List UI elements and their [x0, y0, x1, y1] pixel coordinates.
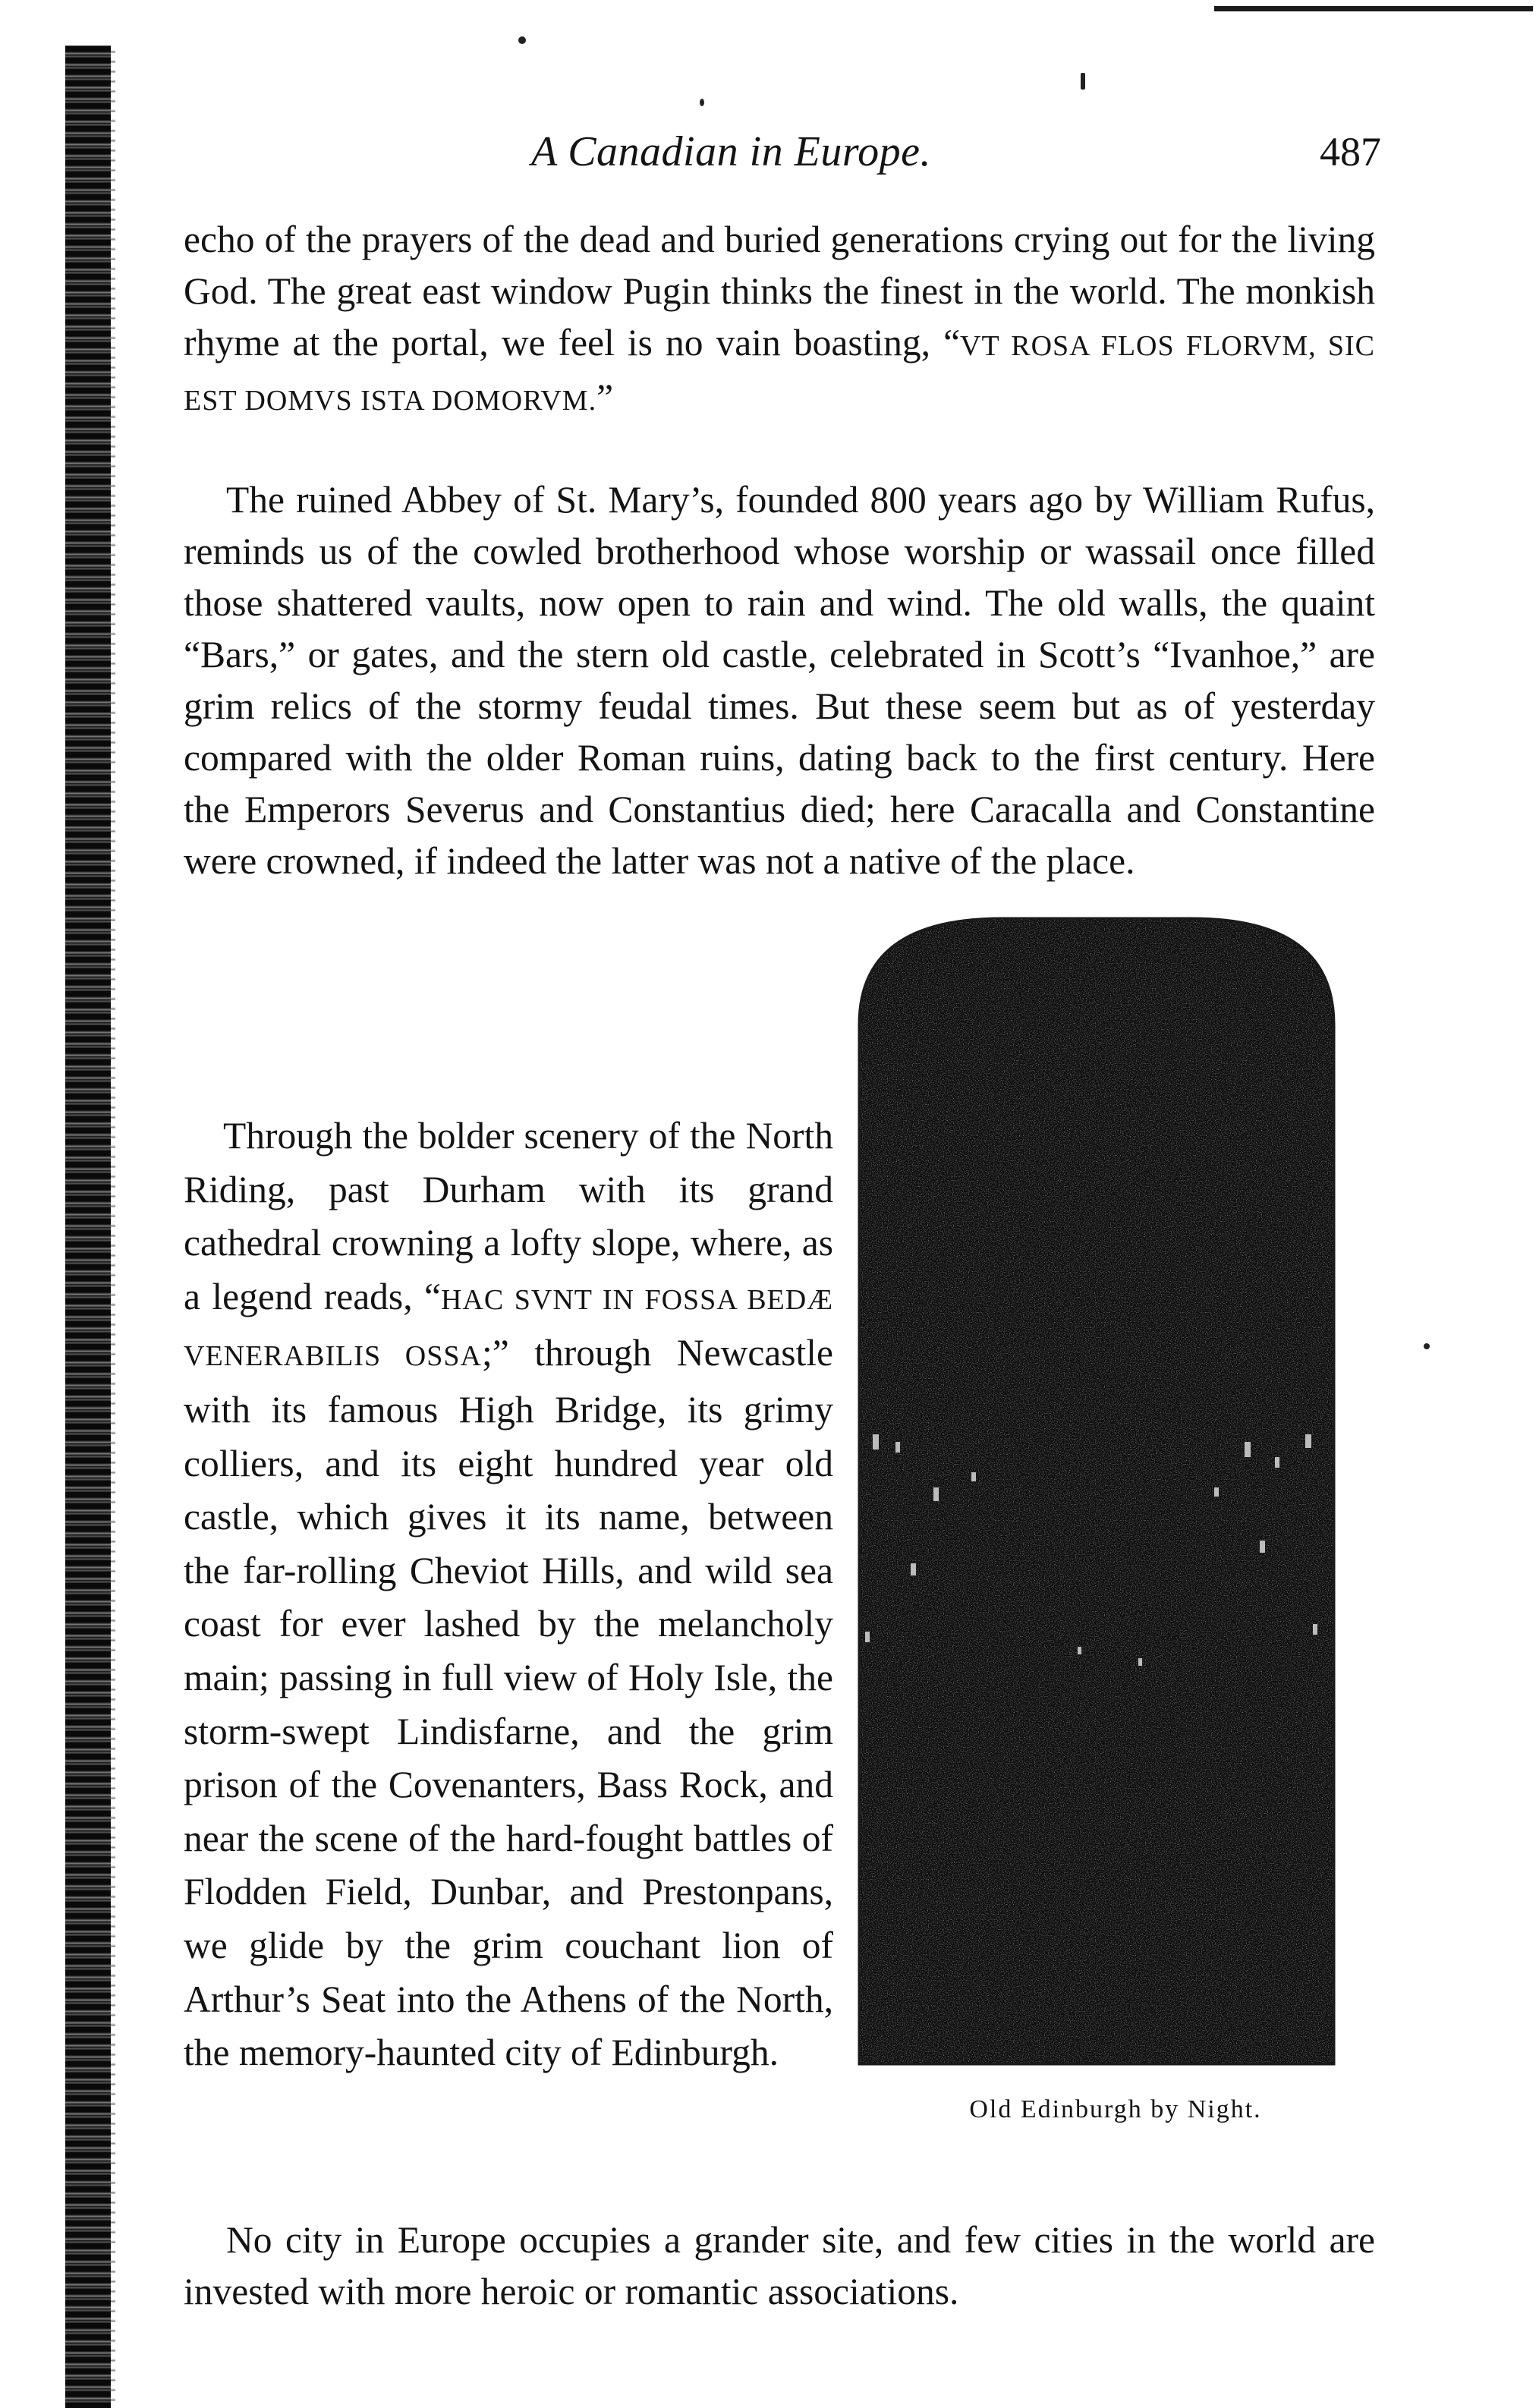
- print-speck: [1081, 73, 1085, 90]
- paragraph-st-marys-abbey: [184, 474, 1375, 899]
- paragraph-text: No city in Europe occupies a grander site, and few cities in the world are invested with more heroic or romantic associations.: [184, 2219, 1375, 2312]
- latin-inscription: HAC SVNT IN FOSSA BEDÆ VENERABILIS OSSA: [184, 1283, 833, 1373]
- page-number: 487: [1320, 129, 1381, 175]
- paragraph-text-end: ”: [596, 376, 614, 418]
- latin-inscription: VT ROSA FLOS FLORVM, SIC EST DOMVS ISTA DOMORVM.: [184, 330, 1375, 417]
- paragraph-text: echo of the prayers of the dead and buried generations crying out for the living God. The great east window Pugin thinks the finest in the world. The monkish rhyme at the portal, we feel is no vain boasting, “: [184, 219, 1375, 364]
- paragraph-text: Through the bolder scenery of the North Riding, past Durham with its grand cathedral crowning a lofty slope, where, as a legend reads, “: [184, 1115, 833, 1317]
- book-spine-shadow: [65, 46, 111, 2408]
- print-speck: [1424, 1343, 1430, 1349]
- top-edge-rule: [1214, 6, 1533, 11]
- page-header: [182, 121, 1381, 182]
- print-speck: [700, 99, 704, 106]
- engraving-image: [850, 911, 1343, 2072]
- paragraph-journey-north: [184, 1110, 833, 2080]
- paragraph-text: The ruined Abbey of St. Mary’s, founded 800 years ago by William Rufus, reminds us of the cowled brotherhood whose worship or wassail once filled those shattered vaults, now open to rain and wind. The old walls, the quaint “Bars,” or gates, and the stern old castle, celebrated in Scott’s “Ivanhoe,” are grim relics of the stormy feudal times. But these seem but as of yesterday compared with the older Roman ruins, dating back to the first century. Here the Emperors Severus and Constantius died; here Caracalla and Constantine were crowned, if indeed the latter was not a native of the place.: [184, 479, 1375, 882]
- print-speck: [518, 36, 526, 44]
- paragraph-edinburgh: [184, 2214, 1375, 2318]
- paragraph-york-minster: [184, 214, 1375, 427]
- running-title: A Canadian in Europe.: [531, 128, 931, 175]
- paragraph-text-cont: ;” through Newcastle with its famous High Bridge, its grimy colliers, and its eight hundred year old castle, which gives it its name, between the far-rolling Cheviot Hills, and wild sea coast for ever lashed by the melancholy main; passing in full view of Holy Isle, the storm-swept Lindisfarne, and the grim prison of the Covenanters, Bass Rock, and near the scene of the hard-fought battles of Flodden Field, Dunbar, and Prestonpans, we glide by the grim couchant lion of Arthur’s Seat into the Athens of the North, the memory-haunted city of Edinburgh.: [184, 1332, 834, 2074]
- illustration-old-edinburgh: [850, 911, 1343, 2072]
- illustration-caption: Old Edinburgh by Night.: [969, 2095, 1262, 2123]
